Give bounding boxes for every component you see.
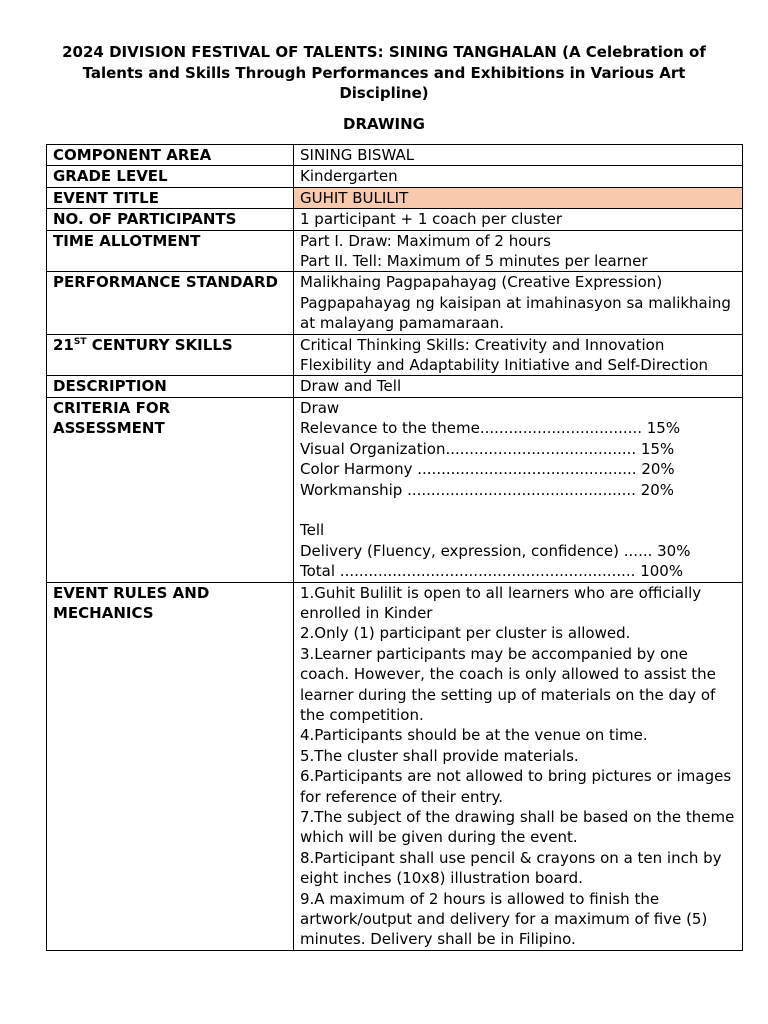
- event-details-table: [46, 144, 743, 951]
- table-row-grade-level: [47, 166, 743, 187]
- performance-standard-line: Malikhaing Pagpapahayag (Creative Expression): [300, 273, 663, 292]
- skills-label-superscript: ST: [73, 336, 87, 347]
- table-row-performance-standard: [47, 272, 743, 334]
- time-allotment-value: [294, 230, 743, 272]
- document-title: 2024 DIVISION FESTIVAL OF TALENTS: SINING TANGHALAN (A Celebration of Talents and Skills Through Performances and Exhibitions in Various Art Discipline): [62, 43, 706, 102]
- document-subtitle: DRAWING: [343, 115, 425, 133]
- table-row-time-allotment: [47, 230, 743, 272]
- component-area-label: COMPONENT AREA: [47, 145, 294, 166]
- rule-item: 7.The subject of the drawing shall be based on the theme which will be given during the event.: [300, 807, 740, 847]
- time-allotment-line: Part I. Draw: Maximum of 2 hours: [300, 231, 551, 250]
- rules-value: [294, 582, 743, 950]
- rule-item: 8.Participant shall use pencil & crayons on a ten inch by eight inches (10x8) illustration board.: [300, 848, 727, 888]
- table-row-participants: [47, 209, 743, 230]
- skills-line: Critical Thinking Skills: Creativity and Innovation: [300, 335, 665, 354]
- rule-item: 2.Only (1) participant per cluster is allowed.: [300, 624, 631, 643]
- participants-label: NO. OF PARTICIPANTS: [47, 209, 294, 230]
- rules-label: EVENT RULES AND MECHANICS: [47, 582, 294, 950]
- criteria-value: [294, 397, 743, 582]
- criteria-item: Delivery (Fluency, expression, confidence) ...... 30%: [300, 541, 691, 560]
- table-row-criteria: [47, 397, 743, 582]
- skills-label-number: 21: [53, 335, 74, 354]
- table-row-description: [47, 376, 743, 397]
- rule-item: 9.A maximum of 2 hours is allowed to finish the artwork/output and delivery for a maximum of five (5) minutes. Delivery shall be in Filipino.: [300, 889, 713, 949]
- rule-item: 1.Guhit Bulilit is open to all learners who are officially enrolled in Kinder: [300, 583, 706, 622]
- criteria-label: CRITERIA FOR ASSESSMENT: [47, 397, 294, 582]
- criteria-item: Workmanship ................................................ 20%: [300, 480, 675, 499]
- event-title-label: EVENT TITLE: [47, 187, 294, 208]
- performance-standard-value: [294, 272, 743, 334]
- skills-label: [47, 334, 294, 376]
- criteria-tell-heading: Tell: [300, 521, 325, 540]
- description-value: Draw and Tell: [294, 376, 743, 397]
- table-row-skills: [47, 334, 743, 376]
- skills-line: Flexibility and Adaptability Initiative and Self-Direction: [300, 356, 709, 375]
- criteria-item: Color Harmony .............................................. 20%: [300, 460, 675, 479]
- table-row-event-title: [47, 187, 743, 208]
- time-allotment-line: Part II. Tell: Maximum of 5 minutes per learner: [300, 252, 648, 271]
- skills-value: [294, 334, 743, 376]
- participants-value: 1 participant + 1 coach per cluster: [294, 209, 743, 230]
- performance-standard-label: PERFORMANCE STANDARD: [47, 272, 294, 334]
- rule-item: 3.Learner participants may be accompanied by one coach. However, the coach is only allowed to assist the learner during the setting up of materials on the day of the competition.: [300, 644, 721, 724]
- grade-level-value: Kindergarten: [294, 166, 743, 187]
- performance-standard-line: Pagpapahayag ng kaisipan at imahinasyon sa malikhaing at malayang pamamaraan.: [300, 293, 736, 333]
- criteria-total: Total .............................................................. 100%: [300, 562, 684, 581]
- criteria-item: Visual Organization........................................ 15%: [300, 439, 675, 458]
- grade-level-label: GRADE LEVEL: [47, 166, 294, 187]
- criteria-draw-heading: Draw: [300, 398, 340, 417]
- component-area-value: SINING BISWAL: [294, 145, 743, 166]
- description-label: DESCRIPTION: [47, 376, 294, 397]
- table-row-rules: [47, 582, 743, 950]
- table-row-component-area: [47, 145, 743, 166]
- rule-item: 4.Participants should be at the venue on time.: [300, 726, 648, 745]
- skills-label-text: CENTURY SKILLS: [86, 335, 233, 354]
- time-allotment-label: TIME ALLOTMENT: [47, 230, 294, 272]
- event-title-value: GUHIT BULILIT: [294, 187, 743, 208]
- rule-item: 6.Participants are not allowed to bring pictures or images for reference of their entry.: [300, 767, 736, 806]
- criteria-spacer: [300, 500, 736, 520]
- criteria-item: Relevance to the theme.................................. 15%: [300, 419, 681, 438]
- rule-item: 5.The cluster shall provide materials.: [300, 746, 579, 765]
